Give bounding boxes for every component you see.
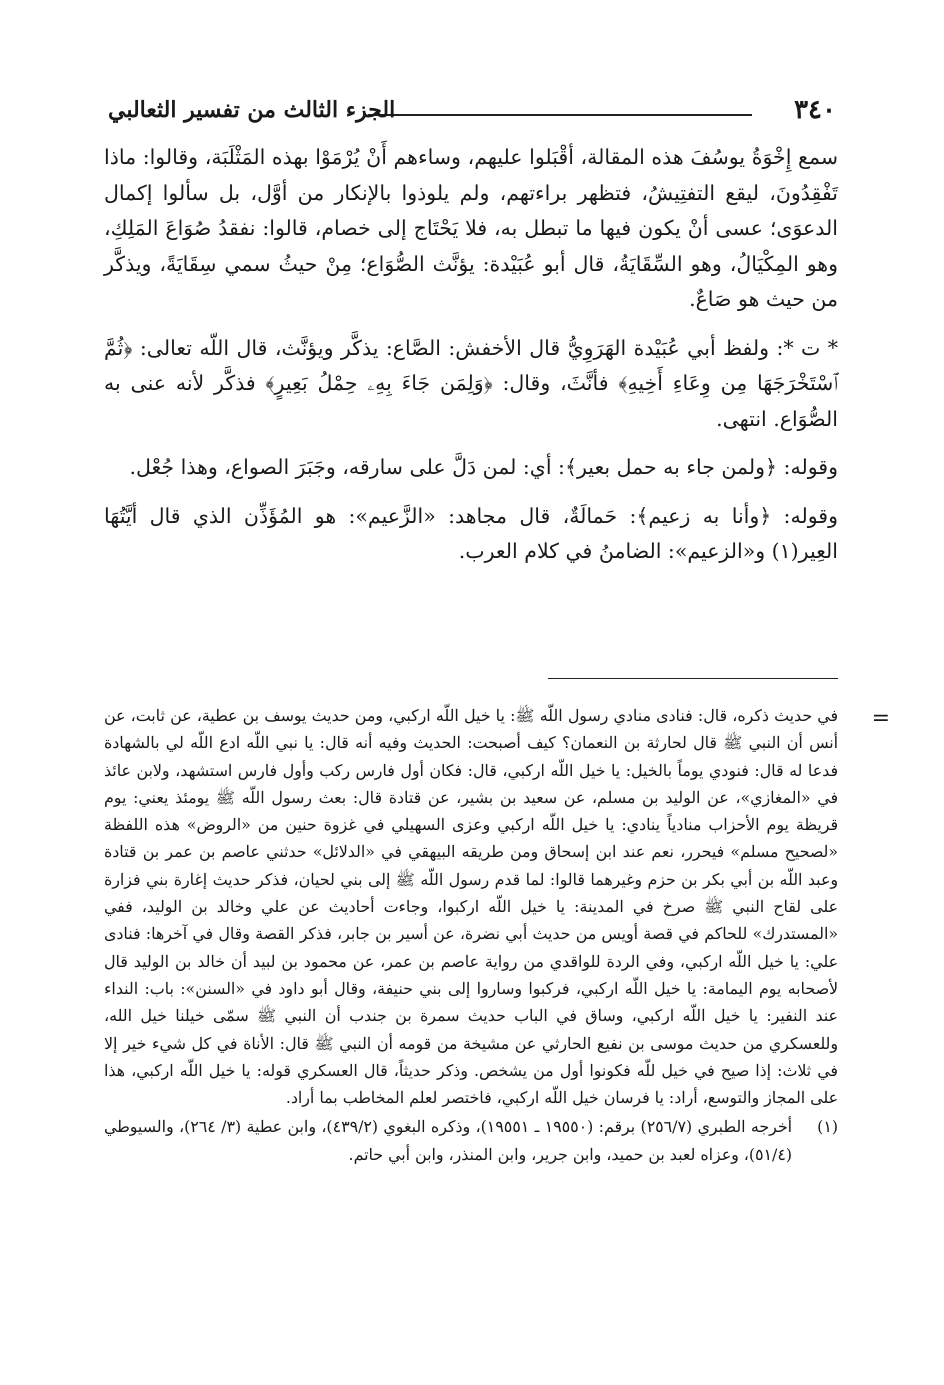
footnote-continuation: في حديث ذكره، قال: فنادى منادي رسول اللّه ﷺ: يا خيل اللّه اركبي، ومن حديث يوسف بن عطية، عن ثابت، عن أنس أن النبي ﷺ قال لحارثة بن النعمان؟ كيف أصبحت: الحديث وفيه أنه قال: يا نبي اللّه ادع اللّه لي بالشهادة فدعا له قال: فنودي يوماً بالخيل: يا خيل اللّه اركبي، قال: فكان أول فارس ركب وأول فارس استشهد، ولابن عائذ في «المغازي»، عن الوليد بن مسلم، عن سعيد بن بشير، عن قتادة قال: بعث رسول اللّه ﷺ يومئذ يعني: يوم قريظة يوم الأحزاب منادياً ينادي: يا خيل اللّه اركبي وعزى السهيلي في غزوة حنين من «الروض» هذه اللفظة «لصحيح مسلم» فيحرر، نعم عند ابن إسحاق ومن طريقه البيهقي في «الدلائل» حدثني عاصم بن عمر بن قتادة وعبد اللّه بن أبي بكر بن حزم وغيرهما قالوا: لما قدم رسول اللّه ﷺ إلى بني لحيان، فذكر حديث إغارة بني فزارة على لقاح النبي ﷺ صرخ في المدينة: يا خيل اللّه اركبوا، وجاءت أحاديث عن علي وخالد بن الوليد، ففي «المستدرك» للحاكم في قصة أويس من حديث أبي نضرة، عن أسير بن جابر، فذكر القصة وقال في آخرها: فنادى علي: يا خيل اللّه اركبي، وفي الردة للواقدي من رواية عاصم بن عمر، عن محمود بن لبيد أن خالد بن الوليد قال لأصحابه يوم اليمامة: يا خيل اللّه اركبي، فركبوا وساروا إلى بني حنيفة، وقال أبو داود في «السنن»: باب: النداء عند النفير: يا خيل اللّه اركبي، وساق في الباب حديث سمرة بن جندب أن النبي ﷺ سمّى خيلنا خيل الله، وللعسكري من حديث موسى بن نفيع الحارثي عن مشيخة من قومه أن النبي ﷺ قال: الأناة في كل شيء خير إلا في ثلاث: إذا صيح في خيل للّه فكونوا أول من يشخص. وذكر حديثاً، قال العسكري قوله: يا خيل اللّه اركبي، هذا على المجاز والتوسع، أراد: يا فرسان خيل اللّه اركبي، فاختصر لعلم المخاطب بما أراد. bbox=[104, 706, 838, 1108]
paragraph-1: سمع إِخْوَةُ يوسُفَ هذه المقالة، أقْبَلوا عليهم، وساءهم أَنْ يُرْمَوْا بهذه المَثْلَبَة، وقالوا: ماذا تَفْقِدُونَ، ليقع التفتِيشُ، فتظهر براءتهم، ولم يلوذوا بالإنكار من أوَّل، بل سألوا إكمال الدعوَى؛ عسى أنْ يكون فيها ما تبطل به، فلا يَحْتَاج إلى خصام، قالوا: نفقدُ صُوَاعَ المَلِكِ، وهو المِكْيَالُ، وهو السِّقَايَةُ، قال أبو عُبَيْدة: يؤنَّث الصُّوَاع؛ مِنْ حيثُ سمي سِقَايَةً، ويذكَّر من حيث هو صَاعٌ. bbox=[104, 145, 838, 311]
footnote-number: (١) bbox=[817, 1117, 838, 1137]
footnote-divider bbox=[548, 678, 838, 679]
footnote-text: أخرجه الطبري (٢٥٦/٧) برقم: (١٩٥٥٠ ـ ١٩٥٥١)، وذكره البغوي (٤٣٩/٢)، وابن عطية (٣/ ٢٦٤)، والسيوطي (٥١/٤)، وعزاه لعبد بن حميد، وابن جرير، وابن المنذر، وابن أبي حاتم. bbox=[104, 1117, 793, 1164]
paragraph-4: وقوله: ﴿وأنا به زعيم﴾: حَمالَةٌ، قال مجاهد: «الزَّعيم»: هو المُؤَذِّن الذي قال أيَّتُهَا العِير(١) و«الزعيم»: الضامنُ في كلام العرب. bbox=[104, 503, 838, 563]
main-text bbox=[104, 140, 838, 583]
footnotes bbox=[104, 702, 838, 1168]
page-number: ٣٤٠ bbox=[794, 95, 836, 125]
header-rule bbox=[368, 114, 752, 116]
running-title: الجزء الثالث من تفسير الثعالبي bbox=[108, 97, 396, 123]
running-header bbox=[108, 92, 836, 128]
paragraph-2: * ت *: ولفظ أبي عُبَيْدة الهَرَوِيُّ قال الأخفش: الصَّاع: يذكَّر ويؤنَّث، قال اللّه تعالى: ﴿ثُمَّ ٱسْتَخْرَجَهَا مِن وِعَاءِ أَخِيهِ﴾ فأنَّثَ، وقال: ﴿وَلِمَن جَاءَ بِهِۦ حِمْلُ بَعِيرٍ﴾ فذكَّر لأنه عنى به الصُّوَاع. انتهى. bbox=[104, 335, 838, 431]
paragraph-3: وقوله: ﴿ولمن جاء به حمل بعير﴾: أي: لمن دَلَّ على سارقه، وجَبَرَ الصواع، وهذا جُعْل. bbox=[129, 455, 838, 479]
footnote-1 bbox=[104, 1113, 838, 1168]
continuation-mark: = bbox=[871, 706, 890, 731]
